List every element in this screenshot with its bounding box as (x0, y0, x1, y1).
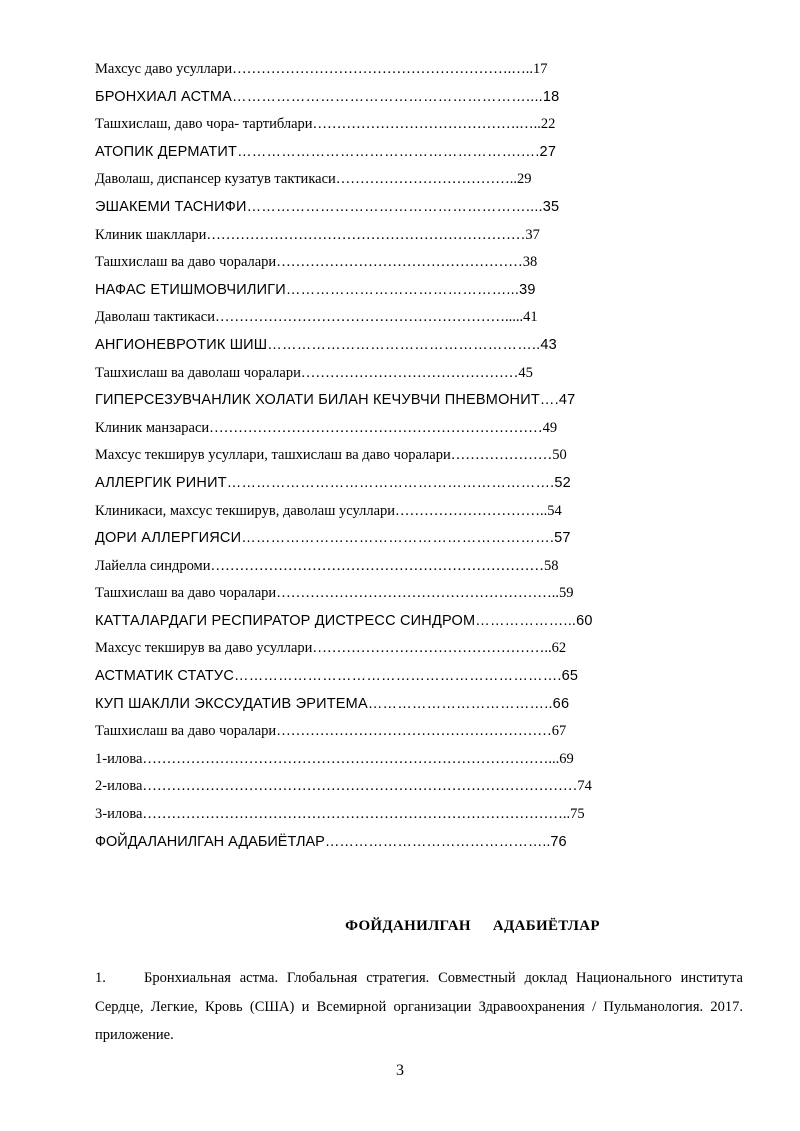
toc-entry: Даволаш тактикаси…………………………………………………….....41 (95, 309, 538, 326)
toc-entry: АТОПИК ДЕРМАТИТ………………………………………………….….27 (95, 143, 557, 160)
toc-entry: Ташхислаш ва даво чоралари…………………………………………………67 (95, 723, 567, 740)
references-heading-part2: АДАБИЁТЛАР (492, 918, 600, 934)
toc-entry: БРОНХИАЛ АСТМА……………………………………………………....18 (95, 88, 560, 105)
toc-entry: Махсус текширув усуллари, ташхислаш ва даво чоралари…………………50 (95, 447, 567, 464)
toc-entry: Ташхислаш ва даво чоралари……………………………………………38 (95, 254, 538, 271)
toc-entry: ФОЙДАЛАНИЛГАН АДАБИЁТЛАР………………………………………..76 (95, 833, 567, 850)
toc-entry: Ташхислаш ва даволаш чоралари………………………………………45 (95, 364, 533, 381)
reference-text: Бронхиальная астма. Глобальная стратегия. Совместный доклад Национального института Сердце, Легкие, Кровь (США) и Всемирной организации Здравоохранения / Пульманология. 2017. приложение. (95, 970, 743, 1043)
references-heading-part1: ФОЙДАНИЛГАН (345, 918, 471, 934)
toc-entry: Клиникаси, махсус текширув, даволаш усуллари…………………………..54 (95, 502, 562, 519)
references-heading (0, 918, 800, 935)
toc-entry: АЛЛЕРГИК РИНИТ………………………………………………………….52 (95, 474, 571, 491)
toc-entry: ЭШАКЕМИ ТАСНИФИ…………………………………………………....35 (95, 198, 560, 215)
toc-entry: Даволаш, диспансер кузатув тактикаси………………………………..29 (95, 171, 532, 188)
reference-number: 1. (95, 970, 106, 986)
page-number: 3 (396, 1062, 404, 1079)
toc-entry: 3-илова……………………………………………………………………………..75 (95, 806, 585, 823)
toc-entry: АСТМАТИК СТАТУС………………………………………………………….65 (95, 668, 579, 685)
toc-entry: Ташхислаш ва даво чоралари…………………………………………………..59 (95, 585, 574, 602)
toc-entry: 1-илова…………………………………………………………………………...69 (95, 750, 574, 767)
toc-entry: ГИПЕРСЕЗУВЧАНЛИК ХОЛАТИ БИЛАН КЕЧУВЧИ ПНЕВМОНИТ….47 (95, 392, 576, 409)
toc-entry: Клиник манзараси……………………………………………………………49 (95, 419, 558, 436)
toc-entry: Лайелла синдроми……………………………………………………………58 (95, 557, 559, 574)
toc-entry: Ташхислаш, даво чора- тартиблари…………………………………….…..22 (95, 116, 556, 133)
toc-entry: КАТТАЛАРДАГИ РЕСПИРАТОР ДИСТРЕСС СИНДРОМ………………...60 (95, 612, 593, 629)
table-of-contents (95, 56, 655, 856)
toc-entry: АНГИОНЕВРОТИК ШИШ………………………………………………..43 (95, 336, 557, 353)
toc-entry: КУП ШАКЛЛИ ЭКССУДАТИВ ЭРИТЕМА………………………………..66 (95, 695, 570, 712)
toc-entry: Махсус даво усуллари………………………………………………….…..17 (95, 61, 548, 77)
toc-entry: Махсус текширув ва даво усуллари…………………………………………..62 (95, 640, 567, 657)
toc-entry: НАФАС ЕТИШМОВЧИЛИГИ………………………………………...39 (95, 281, 536, 298)
reference-item (95, 964, 743, 1050)
toc-entry: Клиник шакллари…………………………………………………………37 (95, 226, 540, 243)
toc-entry: ДОРИ АЛЛЕРГИЯСИ……………………………………………………….57 (95, 530, 571, 547)
toc-entry: 2-илова………………………………………………………………………………74 (95, 778, 592, 795)
